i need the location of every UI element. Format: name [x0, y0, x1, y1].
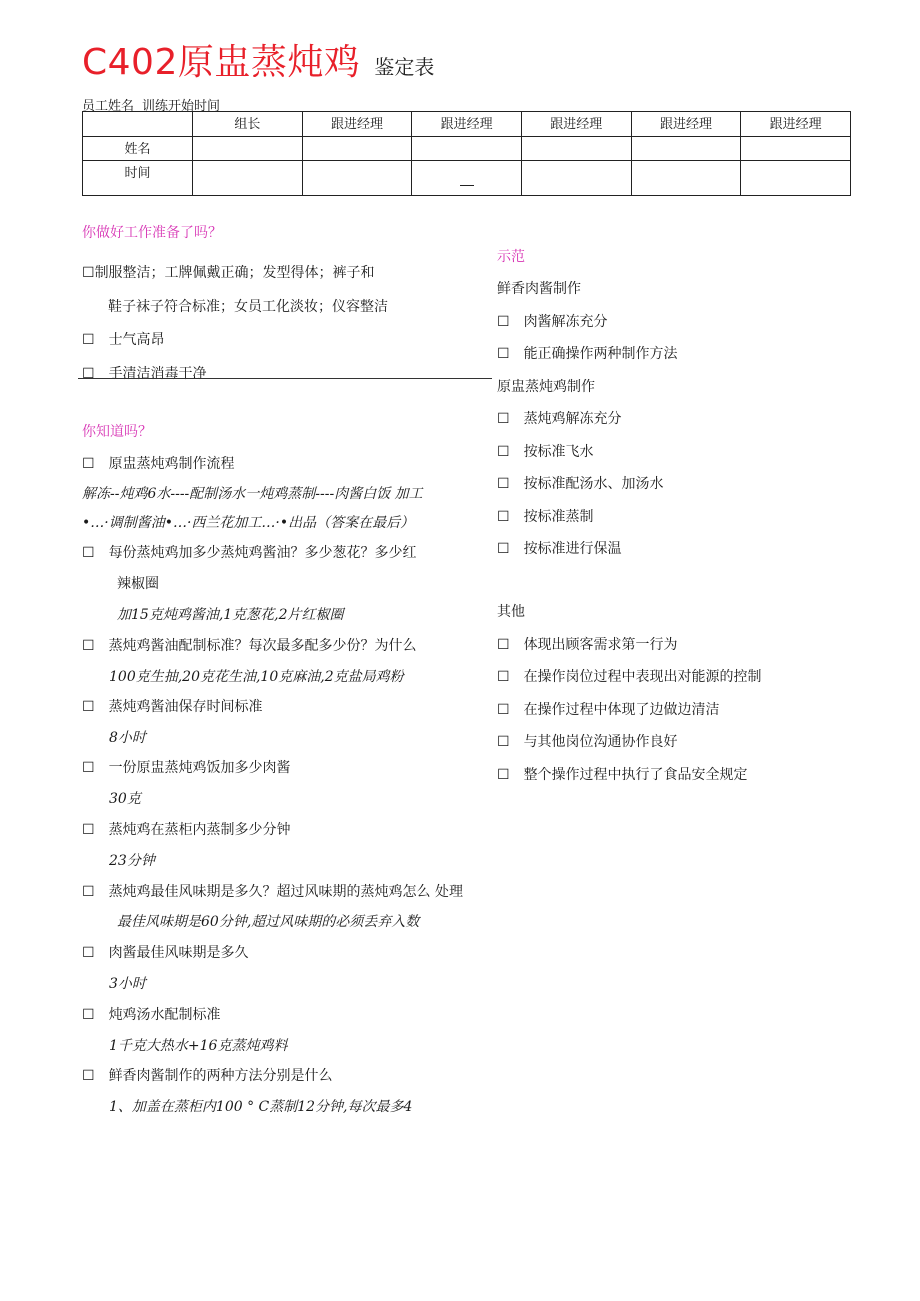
demo-group-title: 原盅蒸炖鸡制作 — [497, 379, 595, 395]
name-cell[interactable] — [521, 137, 631, 161]
answer-text: 1千克大热水+16克蒸炖鸡料 — [109, 1038, 288, 1054]
demo-heading: 示范 — [497, 249, 525, 265]
checkbox-icon[interactable]: ☐ — [497, 637, 510, 653]
answer-text: 最佳风味期是60分钟,超过风味期的必须丢弃入数 — [117, 914, 420, 930]
demo-group-title: 鲜香肉酱制作 — [497, 281, 581, 297]
question-text-cont: 辣椒圈 — [117, 576, 159, 592]
checkbox-icon[interactable]: ☐ — [82, 945, 95, 961]
know-heading: 你知道吗？ — [82, 424, 152, 440]
table-header-cell: 跟进经理 — [631, 112, 741, 137]
question-item — [82, 696, 502, 727]
name-cell[interactable] — [193, 137, 303, 161]
checkbox-icon[interactable]: ☐ — [497, 669, 510, 685]
answer-text: 加15克炖鸡酱油,1克葱花,2片红椒圈 — [117, 607, 344, 623]
demo-item — [497, 634, 827, 666]
question-text: 肉酱最佳风味期是多久 — [108, 945, 249, 961]
checkbox-icon[interactable]: ☐ — [82, 545, 95, 561]
demo-item — [497, 473, 827, 506]
answer-text: 23分钟 — [109, 853, 155, 869]
answer-text: 1、加盖在蒸柜内100 ° C蒸制12分钟,每次最多4 — [109, 1099, 413, 1115]
checkbox-icon[interactable]: ☐ — [82, 884, 95, 900]
prep-item — [82, 363, 502, 421]
demo-item-text: 蒸炖鸡解冻充分 — [523, 411, 622, 427]
demo-item-text: 按标准飞水 — [523, 444, 594, 460]
table-header-row — [83, 112, 851, 137]
question-item — [82, 1065, 502, 1096]
table-header-cell: 跟进经理 — [302, 112, 412, 137]
table-row-time — [83, 161, 851, 196]
demo-group-title: 其他 — [497, 604, 525, 620]
training-start-label: 训练开始时间 — [142, 99, 221, 114]
question-item — [82, 881, 502, 911]
checkbox-icon[interactable]: ☐ — [497, 767, 510, 783]
checkbox-icon[interactable]: ☐ — [497, 411, 510, 427]
question-item — [82, 635, 502, 666]
table-header-cell — [83, 112, 193, 137]
prep-item-text: 士气高昂 — [108, 332, 165, 348]
title-subtitle: 鉴定表 — [374, 55, 435, 79]
demo-item-text: 在操作岗位过程中表现出对能源的控制 — [523, 669, 762, 685]
demo-item — [497, 441, 827, 473]
checkbox-icon[interactable]: ☐ — [82, 456, 95, 472]
demo-item-text: 体现出顾客需求第一行为 — [523, 637, 678, 653]
prep-item-text: 手清洁消毒干净 — [108, 366, 207, 382]
section-divider — [78, 378, 492, 379]
question-text: 每份蒸炖鸡加多少蒸炖鸡酱油？多少葱花？多少红 — [108, 545, 417, 561]
table-header-cell: 跟进经理 — [741, 112, 851, 137]
demo-item — [497, 538, 827, 601]
name-cell[interactable] — [741, 137, 851, 161]
name-cell[interactable] — [631, 137, 741, 161]
checkbox-icon[interactable]: ☐ — [497, 702, 510, 718]
dash-mark — [460, 185, 474, 186]
prep-item-text: 制服整洁；工牌佩戴正确；发型得体；裤子和 — [94, 265, 375, 281]
name-cell[interactable] — [412, 137, 522, 161]
employee-name-label: 员工姓名 — [82, 99, 135, 114]
checkbox-icon[interactable]: ☐ — [497, 541, 510, 557]
answer-text: •…·调制酱油•…·西兰花加工…·•出品（答案在最后） — [82, 515, 415, 531]
question-text: 鲜香肉酱制作的两种方法分别是什么 — [108, 1068, 333, 1084]
question-text: 一份原盅蒸炖鸡饭加多少肉酱 — [108, 760, 291, 776]
checkbox-icon[interactable]: ☐ — [82, 1068, 95, 1084]
checkbox-icon[interactable]: ☐ — [497, 346, 510, 362]
demo-item — [497, 311, 827, 343]
time-cell[interactable] — [631, 161, 741, 196]
time-cell[interactable] — [193, 161, 303, 196]
checkbox-icon[interactable]: ☐ — [497, 734, 510, 750]
answer-text: 3小时 — [109, 976, 146, 992]
question-item — [82, 1004, 502, 1035]
checkbox-icon[interactable]: ☐ — [82, 366, 95, 382]
checkbox-icon[interactable]: ☐ — [82, 1007, 95, 1023]
page-title — [82, 34, 434, 85]
demo-item-text: 按标准配汤水、加汤水 — [523, 476, 664, 492]
question-item — [82, 757, 502, 788]
time-cell[interactable] — [302, 161, 412, 196]
question-item — [82, 542, 502, 573]
question-text: 蒸炖鸡酱油保存时间标准 — [108, 699, 263, 715]
prep-heading: 你做好工作准备了吗？ — [82, 225, 222, 241]
table-header-cell: 跟进经理 — [412, 112, 522, 137]
demo-item-text: 按标准蒸制 — [523, 509, 594, 525]
question-text: 蒸炖鸡最佳风味期是多久？超过风味期的蒸炖鸡怎么 处理 — [108, 884, 464, 900]
demo-item — [497, 699, 827, 731]
demo-item — [497, 408, 827, 441]
checkbox-icon[interactable]: ☐ — [497, 476, 510, 492]
left-column — [82, 222, 502, 1126]
signature-table — [82, 111, 851, 196]
question-text: 蒸炖鸡酱油配制标准？每次最多配多少份？为什么 — [108, 638, 417, 654]
demo-item — [497, 666, 827, 699]
checkbox-icon[interactable]: ☐ — [82, 638, 95, 654]
demo-item-text: 能正确操作两种制作方法 — [523, 346, 678, 362]
title-main: C402原盅蒸炖鸡 — [82, 42, 361, 83]
time-cell[interactable] — [521, 161, 631, 196]
time-cell[interactable] — [741, 161, 851, 196]
answer-text: 100克生抽,20克花生油,10克麻油,2克盐局鸡粉 — [109, 669, 404, 685]
checkbox-icon[interactable]: ☐ — [82, 699, 95, 715]
question-item — [82, 819, 502, 850]
demo-item-text: 在操作过程中体现了边做边清洁 — [523, 702, 720, 718]
demo-item-text: 整个操作过程中执行了食品安全规定 — [523, 767, 748, 783]
demo-item — [497, 731, 827, 764]
checkbox-icon[interactable]: ☐ — [82, 822, 95, 838]
table-header-cell: 跟进经理 — [521, 112, 631, 137]
row-label-time: 时间 — [83, 161, 193, 196]
demo-item — [497, 506, 827, 538]
table-header-cell: 组长 — [193, 112, 303, 137]
right-column — [497, 246, 827, 796]
prep-item — [82, 329, 502, 363]
checkbox-icon[interactable]: ☐ — [82, 760, 95, 776]
question-text: 炖鸡汤水配制标准 — [108, 1007, 221, 1023]
demo-item-text: 按标准进行保温 — [523, 541, 622, 557]
question-item — [82, 453, 502, 483]
answer-text: 解冻--炖鸡6水----配制汤水一炖鸡蒸制----肉酱白饭 加工 — [82, 486, 423, 502]
demo-item-text: 肉酱解冻充分 — [523, 314, 608, 330]
demo-item-text: 与其他岗位沟通协作良好 — [523, 734, 678, 750]
table-row-name — [83, 137, 851, 161]
prep-item — [82, 262, 502, 296]
answer-text: 8小时 — [109, 730, 146, 746]
question-text: 蒸炖鸡在蒸柜内蒸制多少分钟 — [108, 822, 291, 838]
question-text: 原盅蒸炖鸡制作流程 — [108, 456, 235, 472]
demo-item — [497, 764, 827, 796]
name-cell[interactable] — [302, 137, 412, 161]
checkbox-icon[interactable]: ☐ — [82, 332, 95, 348]
checkbox-icon[interactable]: ☐ — [497, 509, 510, 525]
checkbox-icon[interactable]: ☐ — [82, 265, 95, 281]
answer-text: 30克 — [109, 791, 141, 807]
question-item — [82, 942, 502, 973]
checkbox-icon[interactable]: ☐ — [497, 444, 510, 460]
prep-item-cont: 鞋子袜子符合标准；女员工化淡妆；仪容整洁 — [108, 299, 388, 315]
time-cell[interactable] — [412, 161, 522, 196]
row-label-name: 姓名 — [83, 137, 193, 161]
checkbox-icon[interactable]: ☐ — [497, 314, 510, 330]
demo-item — [497, 343, 827, 376]
